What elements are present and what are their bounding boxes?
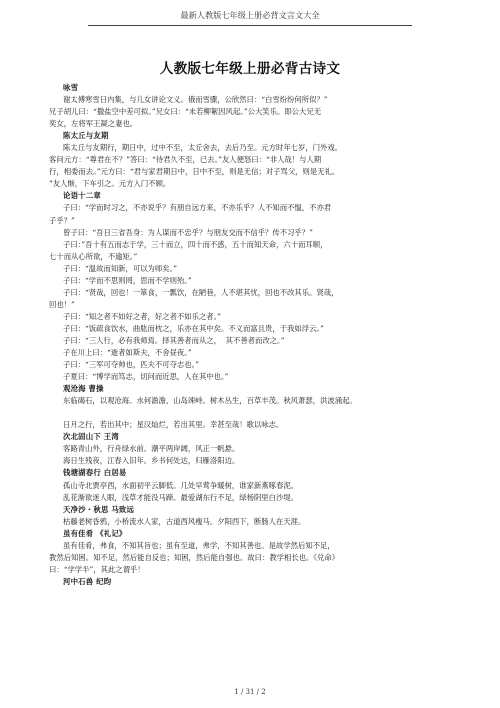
section-cibeigushan: [49, 431, 461, 467]
text-line: 虽有佳肴，弗食，不知其旨也；虽有至道，弗学，不知其善也。是故学然后知不足，: [63, 540, 335, 550]
text-line: 教然后知困。知不足，然后能自反也；知困，然后能自强也。故曰：教学相长也。《兑命》: [49, 552, 340, 562]
section-lunyu: [49, 190, 461, 383]
text-line: 海日生残夜，江春入旧年。乡书何处达，归雁洛阳边。: [63, 456, 240, 466]
document-body: [49, 82, 461, 588]
section-guancanghai: [49, 383, 461, 431]
text-line: 子在川上曰：“逝者如斯夫，不舍昼夜。”: [63, 348, 192, 358]
section-title: 观沧海 曹操: [63, 384, 104, 394]
section-title: 河中石兽 纪昀: [63, 576, 112, 586]
text-line: 七十而从心所欲，不逾矩。”: [49, 251, 138, 261]
text-line: 子曰：”吾十有五而志于学，三十而立，四十而不惑，五十而知天命，六十而耳顺，: [63, 239, 328, 249]
text-line: 曾子曰：“吾日三省吾身：为人谋而不忠乎？与朋友交而不信乎？传不习乎？”: [63, 227, 313, 237]
section-title: 钱塘湖春行 白居易: [63, 468, 127, 478]
section-title: 咏雪: [63, 83, 79, 92]
text-line: 日月之行，若出其中；星汉灿烂，若出其里。幸甚至哉！歌以咏志。: [63, 420, 284, 430]
page-footer: 1 / 31 / 2: [234, 688, 266, 696]
text-line: 子曰：“饭疏食饮水，曲肱而枕之，乐亦在其中矣。不义而富且贵，于我如浮云。”: [63, 323, 324, 333]
section-hezhongshishou: [49, 576, 461, 588]
section-yongxue: [49, 82, 461, 130]
text-line: 乱花渐欲迷人眼，浅草才能没马蹄。最爱湖东行不足，绿杨阴里白沙堤。: [63, 492, 299, 502]
text-line: 东临碣石，以观沧海。水何澹澹，山岛竦峙。树木丛生，百草丰茂。秋风萧瑟，洪波涌起。: [63, 396, 357, 406]
text-line: 回也！”: [49, 299, 75, 309]
text-line: 子曰：“学而不思则罔，思而不学则殆。”: [63, 275, 192, 285]
section-title: 论语十二章: [63, 191, 101, 201]
text-line: 子曰：“温故而知新，可以为师矣。”: [63, 263, 177, 273]
text-line: 子夏曰：“博学而笃志，切问而近思，人在其中也。”: [63, 372, 229, 382]
header-rule: [88, 25, 412, 26]
section-qiantanghu: [49, 467, 461, 503]
text-line: 子曰：“三人行，必有我师焉。择其善者而从之， 其不善者而改之。”: [63, 335, 285, 345]
text-line: 行，相委而去。”元方曰：“君与家君期日中，日中不至，则是无信；对子骂父，则是无礼。: [49, 167, 340, 177]
text-line: 客问元方：“尊君在不？”答曰：“待君久不至，已去。”友人便怒曰：“非人哉！与人期: [49, 155, 322, 165]
page-title: 人教版七年级上册必背古诗文: [159, 61, 341, 77]
section-title: 天净沙・秋思 马致远: [63, 504, 135, 514]
text-line: 枯藤老树昏鸦，小桥流水人家，古道西风瘦马。夕阳西下，断肠人在天涯。: [63, 516, 306, 526]
text-line: 子曰：“贤哉，回也！一箪食，一瓢饮，在陋巷，人不堪其忧，回也不改其乐。贤哉，: [63, 287, 339, 297]
text-line: 子乎？”: [49, 215, 75, 225]
section-title: 陈太丘与友期: [63, 131, 109, 141]
text-line: 客路青山外，行舟绿水前。潮平两岸阔，风正一帆悬。: [63, 444, 240, 454]
section-title: 虽有佳肴 《礼记》: [63, 528, 127, 538]
running-header: 最新人教版七年级上册必背文言文大全: [180, 10, 320, 20]
text-line: 曰：“学学半”，其此之谓乎！: [49, 564, 145, 574]
text-line: 子曰：“学而时习之，不亦说乎？有朋自远方来，不亦乐乎？人不知而不愠，不亦君: [63, 203, 332, 213]
text-line: 兄子胡儿曰：“撒盐空中差可拟。”兄女曰：“未若柳絮因风起。”公大笑乐。即公大兄无: [49, 107, 322, 117]
text-line: 孤山寺北贾亭西，水面初平云脚低。几处早莺争暖树，谁家新燕啄春泥。: [63, 480, 299, 490]
text-line: ”友人惭，下车引之。元方入门不顾。: [49, 179, 171, 189]
text-line: 陈太丘与友期行，期日中，过中不至，太丘舍去，去后乃至。元方时年七岁，门外戏。: [63, 143, 343, 153]
section-suiyoujiayao: [49, 528, 461, 576]
section-tianjingsha: [49, 504, 461, 528]
section-title: 次北固山下 王湾: [63, 432, 119, 442]
text-line: 子曰：“三军可夺帅也，匹夫不可夺志也。”: [63, 360, 200, 370]
text-line: 子曰：“知之者不如好之者，好之者不如乐之者。”: [63, 311, 222, 321]
section-chentaiqiu: [49, 130, 461, 190]
blank-line: [49, 407, 461, 419]
text-line: 谢太傅寒雪日内集，与儿女讲论文义。俄而雪骤，公欣然曰：“白雪纷纷何所似？”: [63, 95, 328, 105]
text-line: 奕女，左将军王凝之妻也。: [49, 119, 138, 129]
